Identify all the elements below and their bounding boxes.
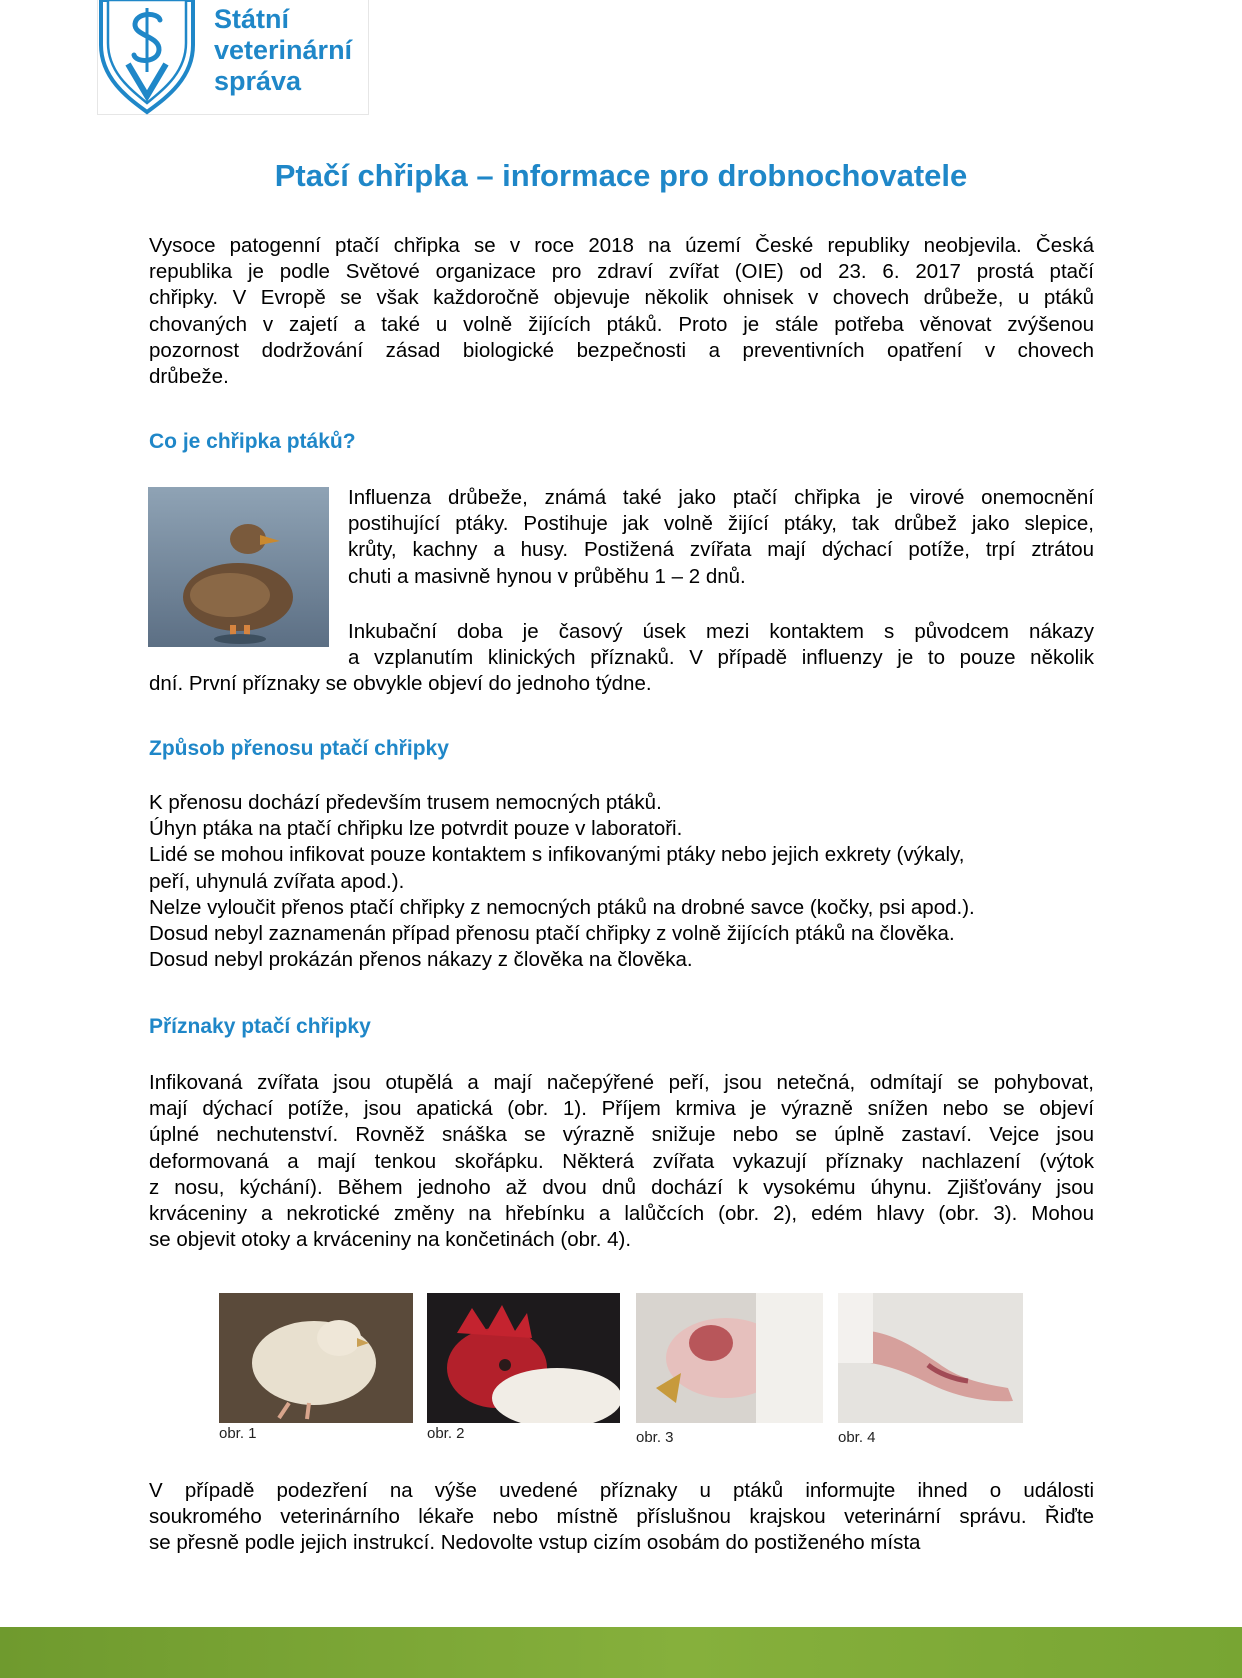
symptom-photo-3 (636, 1293, 823, 1423)
symptom-photo-2 (427, 1293, 620, 1423)
text-line: z nosu, kýchání). Během jednoho až dvou dnů dochází k vysokému úhynu. Zjišťovány jsou (149, 1175, 1094, 1199)
text-line: se objevit otoky a krváceniny na končetinách (obr. 4). (149, 1228, 632, 1252)
text-line: K přenosu dochází především trusem nemocných ptáků. (149, 791, 662, 814)
text-line: Úhyn ptáka na ptačí chřipku lze potvrdit pouze v laboratoři. (149, 817, 683, 841)
heading-transmission: Způsob přenosu ptačí chřipky (149, 737, 449, 760)
text-line: úplné nechutenství. Rovněž snáška se výrazně snižuje nebo se úplně zastaví. Vejce jsou (149, 1123, 1094, 1147)
logo-line-1: Státní (214, 4, 290, 34)
text-line: chovaných v zajetí a také u volně žijících ptáků. Proto je stále potřeba věnovat zvýšenou (149, 312, 1094, 336)
symptom-photo-1 (219, 1293, 413, 1423)
caption-4: obr. 4 (838, 1429, 876, 1446)
caption-1: obr. 1 (219, 1425, 257, 1442)
intro-paragraph (149, 233, 1094, 390)
text-line: Influenza drůbeže, známá také jako ptačí chřipka je virové onemocnění (348, 486, 1094, 509)
text-line: mají dýchací potíže, jsou apatická (obr. 1). Příjem krmiva je výrazně snížen nebo se objeví (149, 1097, 1094, 1121)
text-line: soukromého veterinárního lékaře nebo místně příslušnou krajskou veterinární správu. Řiďte (149, 1505, 1094, 1529)
text-line: krůty, kachny a husy. Postižená zvířata mají dýchací potíže, trpí ztrátou (348, 538, 1094, 562)
text-line: chuti a masivně hynou v průběhu 1 – 2 dnů. (348, 564, 746, 588)
closing-paragraph (149, 1478, 1094, 1557)
text-line: deformovaná a mají tenkou skořápku. Některá zvířata vykazují příznaky nachlazení (výtok (149, 1149, 1094, 1173)
text-line: republika je podle Světové organizace pro zdraví zvířat (OIE) od 23. 6. 2017 prostá ptačí (149, 260, 1094, 284)
symptom-photo-4 (838, 1293, 1023, 1423)
text-line: drůbeže. (149, 365, 229, 389)
symptoms-paragraph (149, 1070, 1094, 1253)
text-line: Dosud nebyl zaznamenán případ přenosu ptačí chřipky z volně žijících ptáků na člověka. (149, 922, 955, 946)
text-line: Inkubační doba je časový úsek mezi kontaktem s původcem nákazy (348, 620, 1094, 643)
logo-line-2: veterinární (214, 35, 353, 65)
text-line: Dosud nebyl prokázán přenos nákazy z člověka na člověka. (149, 948, 693, 972)
heading-what-is: Co je chřipka ptáků? (149, 430, 356, 453)
footer-bar (0, 1627, 1242, 1678)
incubation-paragraph-tail: dní. První příznaky se obvykle objeví do jednoho týdne. (149, 672, 652, 695)
caption-2: obr. 2 (427, 1425, 465, 1442)
svs-logo (97, 0, 369, 115)
caption-3: obr. 3 (636, 1429, 674, 1446)
text-line: chřipky. V Evropě se však každoročně objevuje několik ohnisek v chovech drůbeže, u ptáků (149, 286, 1094, 310)
text-line: pozornost dodržování zásad biologické bezpečnosti a preventivních opatření v chovech (149, 338, 1094, 362)
text-line: peří, uhynulá zvířata apod.). (149, 869, 405, 893)
text-line: se přesně podle jejich instrukcí. Nedovolte vstup cizím osobám do postiženého místa (149, 1531, 921, 1555)
text-line: postihující ptáky. Postihuje jak volně žijící ptáky, tak drůbež jako slepice, (348, 512, 1094, 536)
text-line: Infikovaná zvířata jsou otupělá a mají načepýřené peří, jsou netečná, odmítají se pohybovat, (149, 1071, 1094, 1094)
text-line: V případě podezření na výše uvedené příznaky u ptáků informujte ihned o události (149, 1479, 1094, 1502)
influenza-paragraph (348, 485, 1094, 590)
logo-line-3: správa (214, 66, 302, 96)
duck-photo (148, 487, 329, 647)
text-line: Vysoce patogenní ptačí chřipka se v roce 2018 na území České republiky neobjevila. Česká (149, 234, 1094, 257)
transmission-paragraph (149, 790, 1094, 973)
page-title: Ptačí chřipka – informace pro drobnochovatele (274, 158, 968, 193)
incubation-paragraph (348, 619, 1094, 671)
text-line: krváceniny a nekrotické změny na hřebínku a lalůčcích (obr. 2), edém hlavy (obr. 3). Mohou (149, 1202, 1094, 1226)
text-line: Lidé se mohou infikovat pouze kontaktem s infikovanými ptáky nebo jejich exkrety (výkaly, (149, 843, 965, 867)
heading-symptoms: Příznaky ptačí chřipky (149, 1015, 371, 1038)
text-line: Nelze vyloučit přenos ptačí chřipky z nemocných ptáků na drobné savce (kočky, psi apod.). (149, 895, 975, 919)
svs-shield-logo-icon (98, 0, 208, 115)
text-line: a vzplanutím klinických příznaků. V případě influenzy je to pouze několik (348, 646, 1094, 670)
